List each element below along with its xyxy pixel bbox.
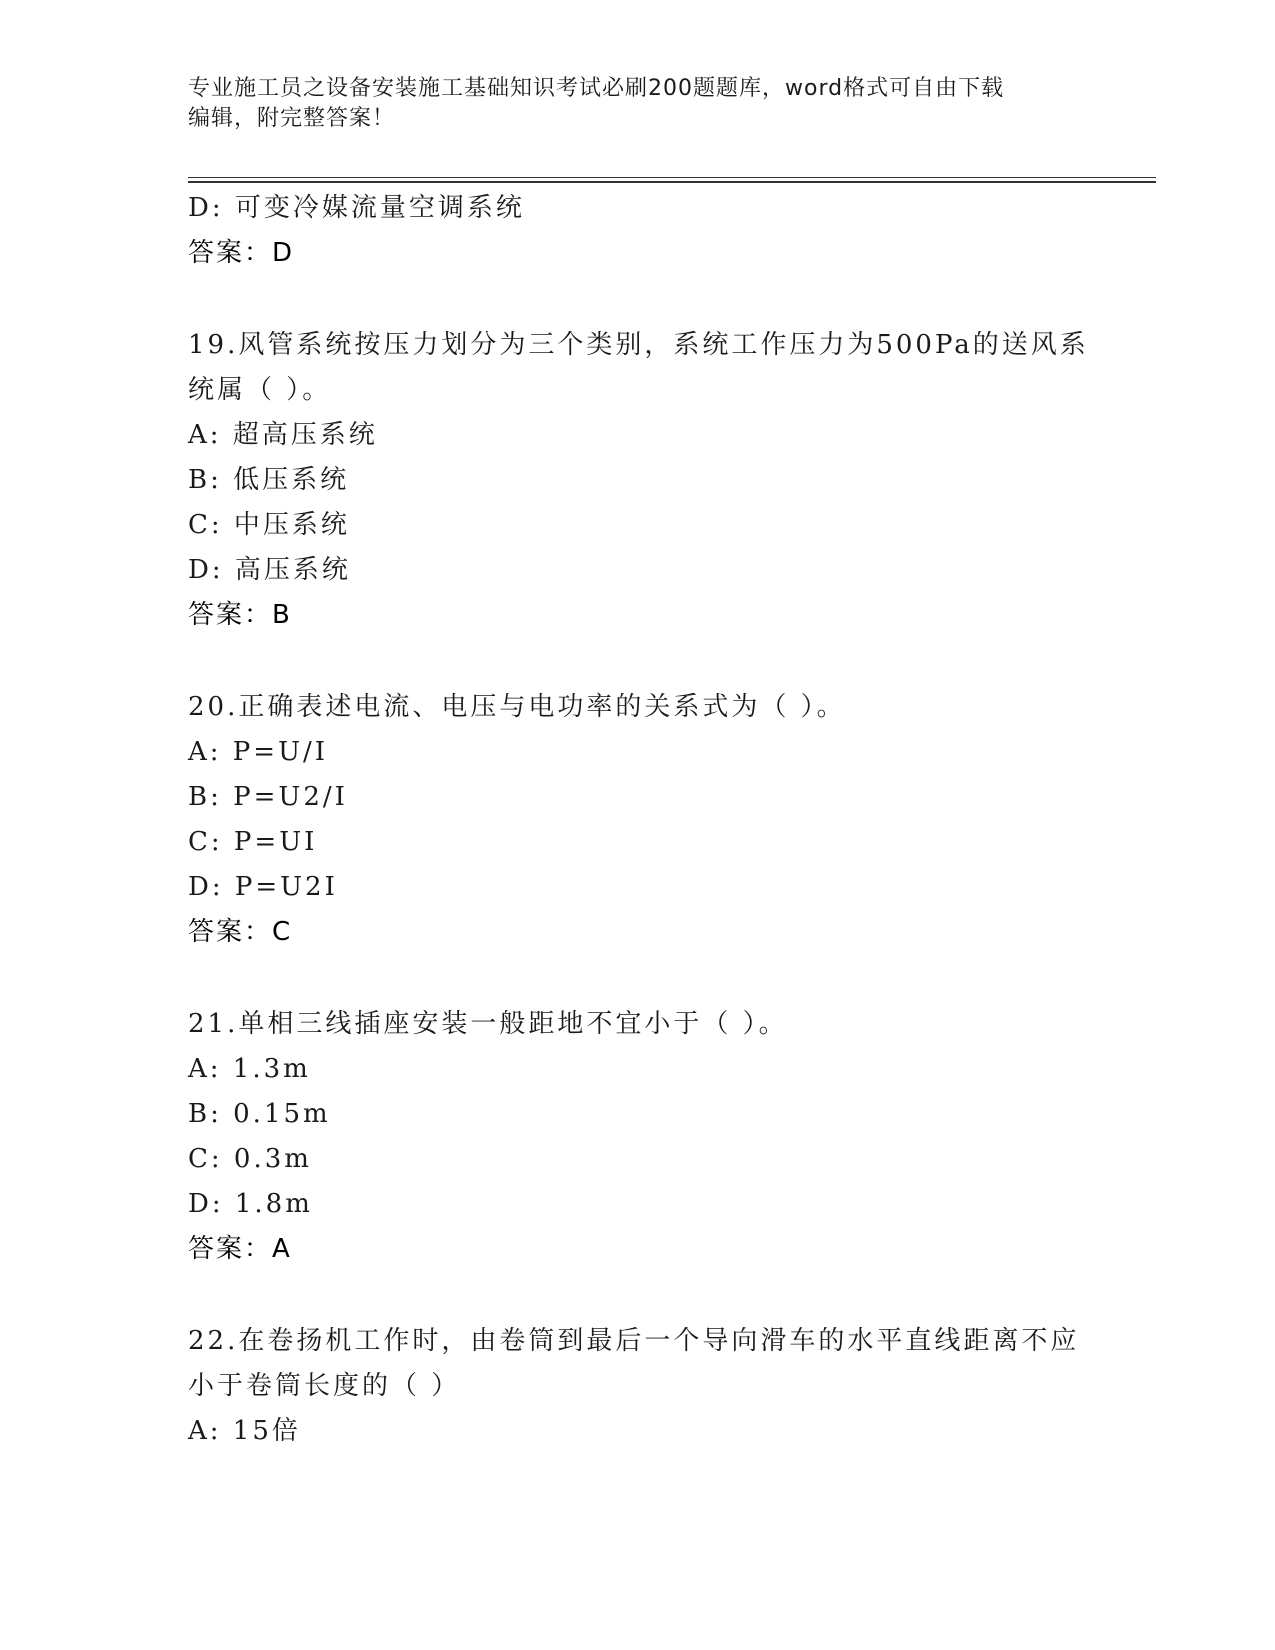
document-header — [188, 74, 1068, 134]
header-line-1: 专业施工员之设备安装施工基础知识考试必刷200题题库，word格式可自由下载 — [188, 76, 1005, 101]
question-stem-continued: 小于卷筒长度的（ ） — [188, 1371, 461, 1401]
answer: 答案：C — [188, 917, 293, 947]
option-c: C: P=UI — [188, 827, 318, 857]
option-a: A: 超高压系统 — [188, 420, 378, 450]
question-20 — [188, 685, 1148, 955]
question-stem-continued: 统属（ ）。 — [188, 375, 332, 405]
question-22 — [188, 1319, 1148, 1454]
answer: 答案：B — [188, 600, 292, 630]
option-c: C: 中压系统 — [188, 510, 350, 540]
answer: 答案：D — [188, 238, 295, 268]
header-line-2: 编辑，附完整答案！ — [188, 106, 396, 131]
option-d: D: 1.8m — [188, 1189, 313, 1219]
option-d: D: 高压系统 — [188, 555, 351, 585]
question-stem: 19.风管系统按压力划分为三个类别，系统工作压力为500Pa的送风系 — [188, 330, 1089, 360]
question-spacer — [188, 638, 1148, 685]
option-b: B: 0.15m — [188, 1099, 331, 1129]
question-18-tail — [188, 186, 1148, 276]
option-d: D: P=U2I — [188, 872, 338, 902]
question-stem: 20.正确表述电流、电压与电功率的关系式为（ ）。 — [188, 692, 846, 722]
question-list — [188, 186, 1148, 1454]
question-spacer — [188, 276, 1148, 323]
option-b: B: P=U2/I — [188, 782, 348, 812]
question-spacer — [188, 1272, 1148, 1319]
question-19 — [188, 323, 1148, 638]
question-spacer — [188, 955, 1148, 1002]
question-stem: 21.单相三线插座安装一般距地不宜小于（ ）。 — [188, 1009, 788, 1039]
option-a: A: P=U/I — [188, 737, 329, 767]
question-stem: 22.在卷扬机工作时，由卷筒到最后一个导向滑车的水平直线距离不应 — [188, 1326, 1080, 1356]
option-b: B: 低压系统 — [188, 465, 350, 495]
question-21 — [188, 1002, 1148, 1272]
header-divider-thick — [188, 181, 1156, 183]
option-c: C: 0.3m — [188, 1144, 312, 1174]
option-a: A: 1.3m — [188, 1054, 311, 1084]
header-divider-thin — [188, 177, 1156, 178]
option-a: A: 15倍 — [188, 1416, 301, 1446]
answer: 答案：A — [188, 1234, 292, 1264]
option-d: D: 可变冷媒流量空调系统 — [188, 193, 525, 223]
